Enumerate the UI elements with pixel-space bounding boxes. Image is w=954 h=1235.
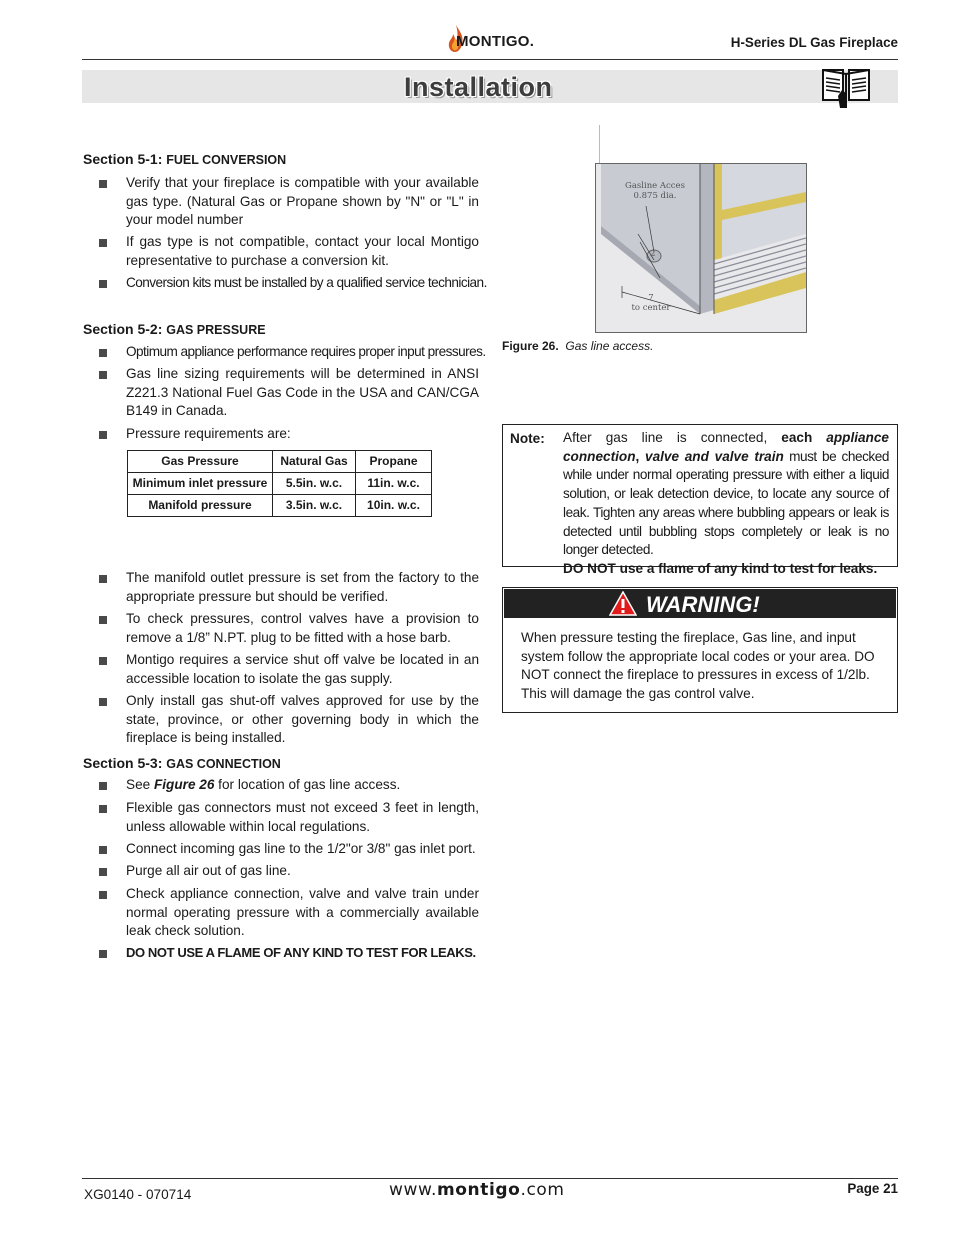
- table-row: [128, 473, 432, 495]
- figure-caption-text: Gas line access.: [565, 339, 654, 353]
- figure-label-access: [622, 181, 688, 201]
- list-item: [126, 776, 479, 795]
- bullet-marker: [99, 657, 107, 665]
- montigo-logo: [444, 24, 544, 56]
- note-text-span: After gas line is connected,: [563, 430, 782, 445]
- table-cell: 3.5in. w.c.: [273, 495, 356, 517]
- url-suffix: .com: [520, 1180, 565, 1200]
- bullet-marker: [99, 805, 107, 813]
- list-item: Pressure requirements are:: [126, 426, 291, 441]
- bullet-marker: [99, 575, 107, 583]
- bullet-marker: [99, 950, 107, 958]
- bullet-marker: [99, 180, 107, 188]
- bullet-marker: [99, 846, 107, 854]
- table-cell: Minimum inlet pressure: [128, 473, 273, 495]
- page-title: Installation: [404, 72, 553, 102]
- bullet-marker: [99, 698, 107, 706]
- table-cell: 10in. w.c.: [356, 495, 432, 517]
- list-item: Optimum appliance performance requires proper input pressures.: [126, 344, 486, 359]
- bullet-marker: [99, 891, 107, 899]
- warning-text: When pressure testing the fireplace, Gas line, and input system follow the appropriate local codes or your area. DO NOT connect the fireplace to pressures in excess of 1/2lb. This will damage the gas control valve.: [521, 630, 875, 701]
- url-prefix: www.: [389, 1180, 437, 1200]
- brand-wordmark: MONTIGO.: [456, 33, 535, 50]
- bullet-marker: [99, 782, 107, 790]
- list-item-text: See: [126, 777, 154, 792]
- bullet-marker: [99, 616, 107, 624]
- note-text-span: must be checked while under normal operating pressure with either a liquid solution, or leak detection device, to locate any source of leak. Tighten any areas where bubbling appears or leak is detected until bubbling stops completely or leak is no longer detected.: [563, 448, 889, 558]
- section-title: GAS PRESSURE: [166, 323, 266, 337]
- list-item: Purge all air out of gas line.: [126, 863, 291, 878]
- note-text-emphasis: appliance connection: [563, 430, 889, 464]
- table-row: [128, 495, 432, 517]
- pressure-table: [127, 450, 432, 517]
- figure-label: Gasline Acces: [625, 181, 685, 191]
- list-item: Connect incoming gas line to the 1/2"or 3/8" gas inlet port.: [126, 841, 476, 856]
- table-cell: 5.5in. w.c.: [273, 473, 356, 495]
- list-item: The manifold outlet pressure is set from the factory to the appropriate pressure but should be verified.: [126, 570, 479, 604]
- list-item: Gas line sizing requirements will be determined in ANSI Z221.3 National Fuel Gas Code in the USA and CAN/CGA B149 in Canada.: [126, 366, 479, 418]
- figure-label: 0.875 dia.: [633, 191, 677, 201]
- bullet-marker: [99, 349, 107, 357]
- table-header-cell: Propane: [356, 451, 432, 473]
- section-label: Section 5-3:: [83, 755, 163, 771]
- list-item: Montigo requires a service shut off valve be located in an accessible location to isolate the gas supply.: [126, 652, 479, 686]
- manual-book-icon: [820, 66, 872, 110]
- section-label: Section 5-2:: [83, 321, 163, 337]
- header-divider: [82, 59, 898, 60]
- table-cell: Manifold pressure: [128, 495, 273, 517]
- page-title-bar: [82, 70, 898, 103]
- figure-label: 7: [648, 293, 654, 303]
- website-url: [389, 1181, 565, 1200]
- list-item: Verify that your fireplace is compatible with your available gas type. (Natural Gas or Propane shown by "N" or "L" in your model number: [126, 175, 479, 227]
- note-text-bold: ,: [635, 448, 646, 464]
- footer-divider: [82, 1178, 898, 1179]
- figure-reference: Figure 26: [153, 777, 215, 792]
- bullet-marker: [99, 280, 107, 288]
- table-header-row: [128, 451, 432, 473]
- section-title: FUEL CONVERSION: [166, 153, 287, 167]
- page-number: Page 21: [847, 1181, 898, 1196]
- section-label: Section 5-1:: [83, 151, 163, 167]
- table-cell: 11in. w.c.: [356, 473, 432, 495]
- section-5-2-heading: [83, 320, 266, 340]
- list-item: Check appliance connection, valve and valve train under normal operating pressure with a commercially available leak check solution.: [126, 886, 479, 938]
- figure-label-dimension-7: [621, 293, 681, 313]
- figure-caption: [502, 337, 653, 356]
- section-title: GAS CONNECTION: [166, 757, 281, 771]
- table-header-cell: Gas Pressure: [128, 451, 273, 473]
- note-text: [563, 429, 889, 579]
- figure-crop-line: [599, 125, 600, 165]
- url-brand: montigo: [436, 1180, 521, 1200]
- note-label: Note:: [510, 431, 545, 446]
- note-text-bold: each: [781, 430, 827, 445]
- note-text-warning: DO NOT use a flame of any kind to test for leaks.: [563, 560, 878, 576]
- bullet-marker: [99, 431, 107, 439]
- warning-triangle-icon: [609, 591, 637, 616]
- list-item: To check pressures, control valves have a provision to remove a 1/8” N.PT. plug to be fitted with a hose barb.: [126, 611, 479, 645]
- figure-label: to center: [631, 303, 671, 313]
- warning-title: WARNING!: [646, 592, 760, 617]
- document-number: XG0140 - 070714: [84, 1187, 192, 1202]
- list-item: Flexible gas connectors must not exceed 3 feet in length, unless allowable within local regulations.: [126, 800, 479, 834]
- bullet-marker: [99, 868, 107, 876]
- figure-number: Figure 26.: [502, 339, 559, 353]
- gas-line-access-figure: [595, 163, 807, 333]
- section-5-1-heading: [83, 150, 286, 170]
- table-header-cell: Natural Gas: [273, 451, 356, 473]
- list-item: If gas type is not compatible, contact your local Montigo representative to purchase a conversion kit.: [126, 234, 479, 268]
- list-item: Only install gas shut-off valves approved for use by the state, province, or other governing body in which the fireplace is being installed.: [126, 693, 479, 745]
- section-5-3-heading: [83, 754, 281, 774]
- bullet-marker: [99, 239, 107, 247]
- document-title: H-Series DL Gas Fireplace: [730, 35, 898, 50]
- figure-label-dimension-2: 2: [650, 249, 656, 259]
- list-item-warning: DO NOT USE A FLAME OF ANY KIND TO TEST FOR LEAKS.: [126, 945, 476, 960]
- note-text-emphasis: valve and valve train: [645, 448, 784, 464]
- list-item-text: for location of gas line access.: [214, 777, 401, 792]
- list-item: Conversion kits must be installed by a qualified service technician.: [126, 275, 487, 290]
- bullet-marker: [99, 371, 107, 379]
